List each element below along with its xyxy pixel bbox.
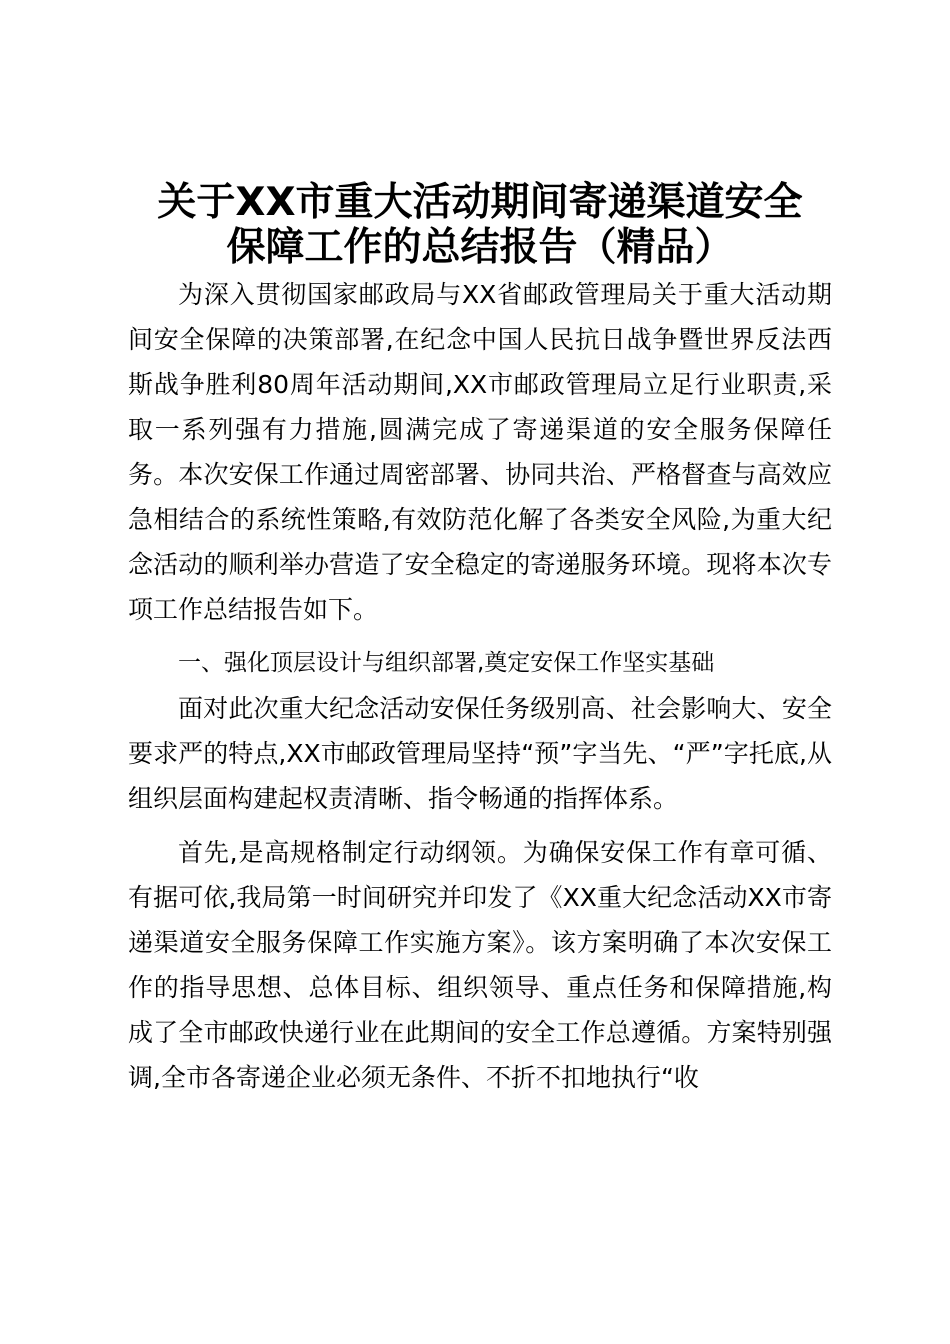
section-paragraph-2: 首先,是高规格制定行动纲领。为确保安保工作有章可循、有据可依,我局第一时间研究并印发了《XX重大纪念活动XX市寄递渠道安全服务保障工作实施方案》。该方案明确了本次安保工作的指导思想、总体目标、组织领导、重点任务和保障措施,构成了全市邮政快递行业在此期间的安全工作总遵循。方案特别强调,全市各寄递企业必须无条件、不折不扣地执行“收 bbox=[128, 838, 832, 1092]
title-line-2: 保障工作的总结报告（精品） bbox=[226, 225, 734, 270]
document-title bbox=[128, 180, 832, 270]
section-paragraph-1: 面对此次重大纪念活动安保任务级别高、社会影响大、安全要求严的特点,XX市邮政管理局坚持“预”字当先、“严”字托底,从组织层面构建起权责清晰、指令畅通的指挥体系。 bbox=[128, 694, 832, 813]
intro-paragraph: 为深入贯彻国家邮政局与XX省邮政管理局关于重大活动期间安全保障的决策部署,在纪念中国人民抗日战争暨世界反法西斯战争胜利80周年活动期间,XX市邮政管理局立足行业职责,采取一系列强有力措施,圆满完成了寄递渠道的安全服务保障任务。本次安保工作通过周密部署、协同共治、严格督查与高效应急相结合的系统性策略,有效防范化解了各类安全风险,为重大纪念活动的顺利举办营造了安全稳定的寄递服务环境。现将本次专项工作总结报告如下。 bbox=[128, 280, 832, 624]
section-heading: 一、强化顶层设计与组织部署,奠定安保工作坚实基础 bbox=[178, 650, 715, 676]
title-line-1: 关于XX市重大活动期间寄递渠道安全 bbox=[157, 180, 803, 225]
document-page bbox=[128, 180, 832, 1100]
document-body bbox=[128, 272, 832, 1100]
